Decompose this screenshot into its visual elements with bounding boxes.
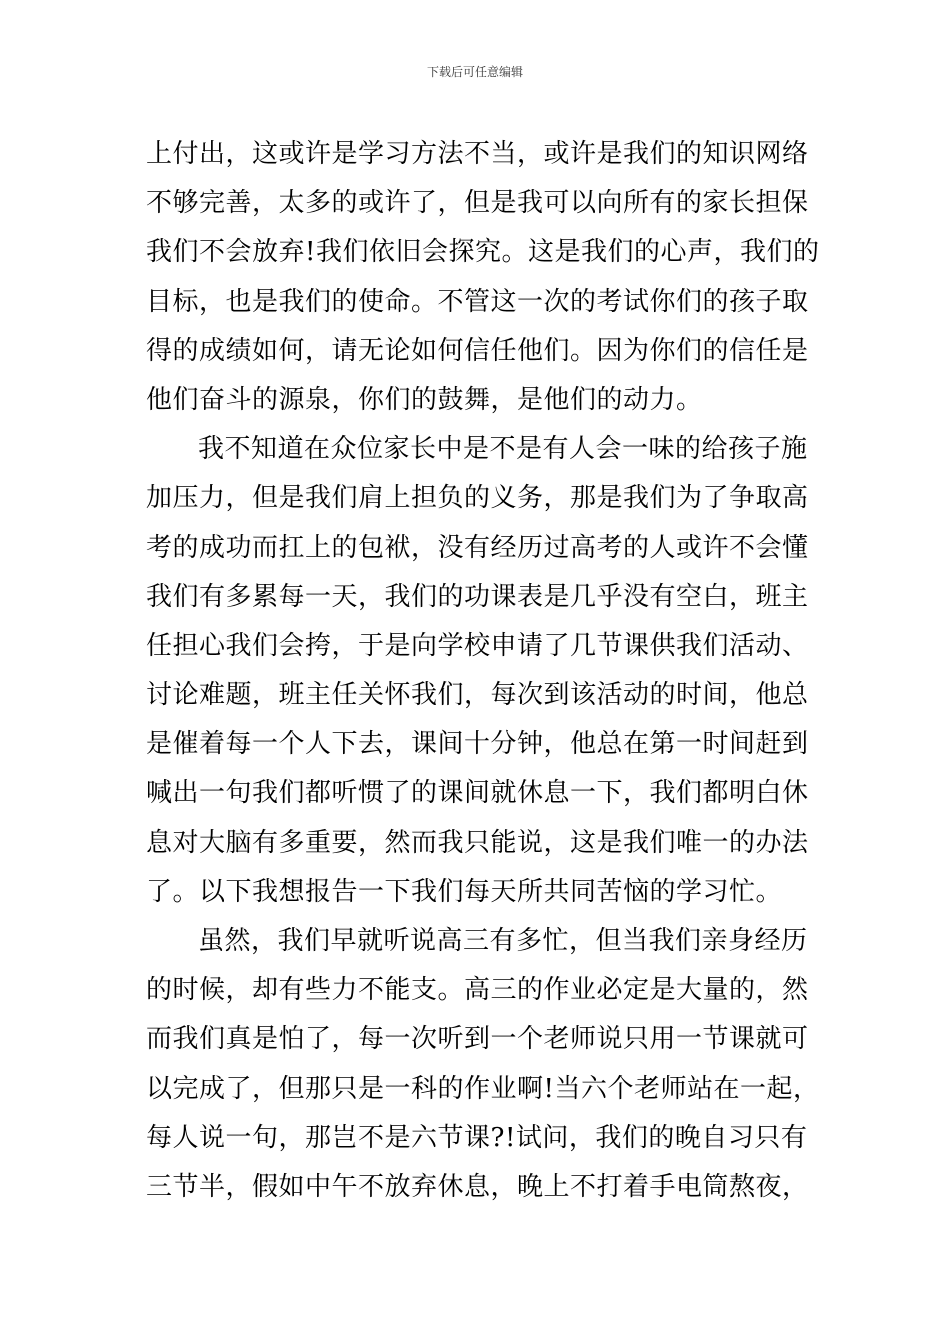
paragraph-3 — [146, 917, 820, 1212]
text-line: 得的成绩如何，请无论如何信任他们。因为你们的信任是 — [146, 335, 809, 366]
text-line: 是催着每一个人下去，课间十分钟，他总在第一时间赶到 — [146, 729, 809, 760]
text-line-indented: 虽然，我们早就听说高三有多忙，但当我们亲身经历 — [198, 926, 808, 956]
text-line: 不够完善，太多的或许了，但是我可以向所有的家长担保 — [146, 188, 809, 219]
text-line: 喊出一句我们都听惯了的课间就休息一下，我们都明白休 — [146, 778, 809, 809]
text-line: 目标，也是我们的使命。不管这一次的考试你们的孩子取 — [146, 286, 809, 317]
document-body — [146, 130, 820, 1212]
text-line: 加压力，但是我们肩上担负的义务，那是我们为了争取高 — [146, 483, 809, 514]
text-line: 的时候，却有些力不能支。高三的作业必定是大量的，然 — [146, 975, 809, 1006]
text-line: 以完成了，但那只是一科的作业啊!当六个老师站在一起， — [146, 1073, 820, 1104]
text-line: 三节半，假如中午不放弃休息，晚上不打着手电筒熬夜， — [146, 1171, 809, 1202]
paragraph-1 — [146, 130, 820, 425]
text-line: 每人说一句，那岂不是六节课?!试问，我们的晚自习只有 — [146, 1122, 808, 1153]
text-line: 了。以下我想报告一下我们每天所共同苦恼的学习忙。 — [146, 876, 783, 907]
text-line: 考的成功而扛上的包袱，没有经历过高考的人或许不会懂 — [146, 532, 809, 563]
text-line: 息对大脑有多重要，然而我只能说，这是我们唯一的办法 — [146, 827, 809, 858]
text-line: 我们有多累每一天，我们的功课表是几乎没有空白，班主 — [146, 581, 809, 612]
page-header: 下载后可任意编辑 — [426, 65, 523, 79]
text-line: 讨论难题，班主任关怀我们，每次到该活动的时间，他总 — [146, 680, 809, 711]
text-line-indented: 我不知道在众位家长中是不是有人会一味的给孩子施 — [198, 434, 808, 465]
text-line: 上付出，这或许是学习方法不当，或许是我们的知识网络 — [146, 139, 809, 169]
text-line: 他们奋斗的源泉，你们的鼓舞，是他们的动力。 — [146, 384, 703, 415]
text-line: 任担心我们会挎，于是向学校申请了几节课供我们活动、 — [146, 630, 809, 661]
paragraph-2 — [146, 425, 809, 917]
text-line: 我们不会放弃!我们依旧会探究。这是我们的心声，我们的 — [146, 237, 820, 268]
text-line: 而我们真是怕了，每一次听到一个老师说只用一节课就可 — [146, 1024, 809, 1055]
